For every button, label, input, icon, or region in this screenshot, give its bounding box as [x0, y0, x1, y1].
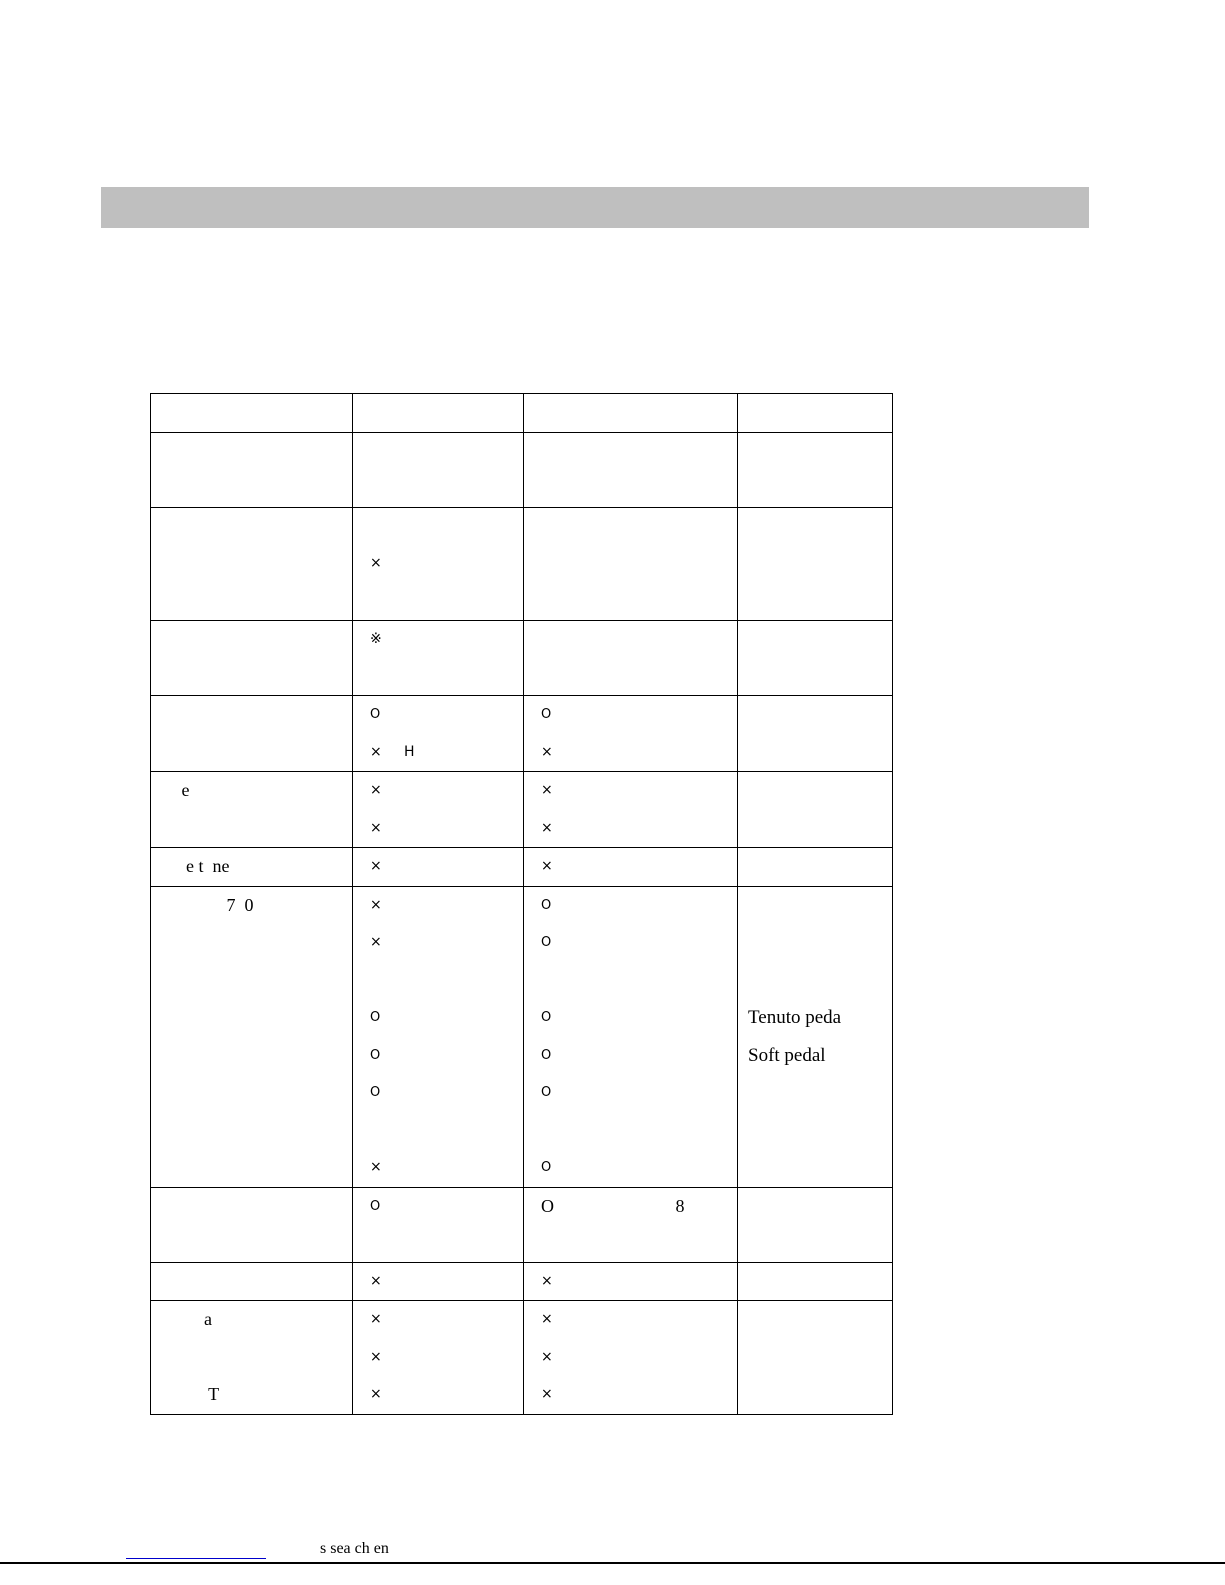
table-cell	[524, 848, 738, 887]
table-cell	[353, 1187, 524, 1262]
cell-line	[738, 508, 892, 546]
table-cell	[524, 507, 738, 621]
cell-line: ×	[370, 1272, 382, 1289]
cell-line: ×	[541, 1386, 553, 1402]
table-cell	[353, 1262, 524, 1301]
cell-line: O	[370, 1047, 381, 1063]
table-cell	[524, 621, 738, 696]
table-row	[151, 507, 893, 621]
cell-line	[738, 1188, 892, 1226]
cell-line	[524, 1112, 737, 1150]
table-cell	[738, 432, 893, 507]
table-cell	[738, 621, 893, 696]
table-cell	[524, 394, 738, 433]
cell-line	[151, 1339, 352, 1377]
cell-line	[353, 1112, 523, 1150]
cell-line	[738, 621, 892, 659]
table-cell	[151, 432, 353, 507]
cell-line: ×	[370, 819, 382, 836]
cell-line: O	[541, 897, 552, 913]
cell-line	[738, 887, 892, 925]
cell-line: ×	[541, 1311, 553, 1327]
cell-line	[738, 394, 892, 432]
cell-line: ×	[370, 1348, 382, 1365]
cell-line	[524, 621, 737, 659]
cell-line	[151, 394, 352, 432]
cell-line: O	[370, 1085, 381, 1100]
cell-line	[353, 583, 523, 621]
cell-line	[524, 962, 737, 1000]
cell-line: O	[541, 1085, 552, 1100]
cell-line: ×	[541, 782, 553, 798]
cell-line: ×	[541, 858, 553, 874]
cell-line: ×	[541, 1348, 553, 1365]
cell-line	[151, 508, 352, 546]
table-cell	[524, 432, 738, 507]
cell-line: O	[370, 1198, 381, 1214]
cell-line: a	[168, 1309, 212, 1329]
table-cell	[524, 1301, 738, 1415]
implementation-chart-body	[151, 394, 893, 1415]
cell-line: ×	[370, 858, 382, 874]
cell-line: ※	[370, 631, 382, 647]
cell-line	[353, 508, 523, 546]
cell-line: 7 0	[168, 894, 254, 915]
table-cell	[151, 772, 353, 848]
cell-line: O	[370, 707, 381, 722]
table-cell	[738, 507, 893, 621]
table-cell	[353, 696, 524, 772]
implementation-chart	[150, 393, 893, 1415]
cell-line: O	[370, 1010, 381, 1025]
section-header-band	[101, 187, 1089, 228]
table-cell	[524, 1262, 738, 1301]
cell-line	[738, 696, 892, 734]
table-row	[151, 432, 893, 507]
table-cell	[353, 772, 524, 848]
table-cell	[151, 507, 353, 621]
cell-line: O	[541, 1010, 552, 1025]
cell-line: ×	[370, 896, 382, 913]
cell-line: ×	[370, 934, 382, 950]
table-row	[151, 886, 893, 1187]
cell-line	[353, 394, 523, 432]
table-cell	[151, 1301, 353, 1415]
cell-line: O	[541, 707, 552, 722]
table-cell	[738, 848, 893, 887]
table-cell	[738, 394, 893, 433]
table-cell	[524, 696, 738, 772]
footer-link[interactable]	[126, 1538, 266, 1559]
cell-line	[151, 696, 352, 734]
table-row	[151, 772, 893, 848]
cell-line	[524, 508, 737, 546]
cell-line	[353, 962, 523, 1000]
cell-line: Tenuto peda	[748, 1007, 842, 1028]
cell-line	[738, 962, 892, 1000]
cell-line: e	[168, 780, 190, 800]
table-cell	[738, 886, 893, 1187]
table-row	[151, 1187, 893, 1262]
cell-line: ×	[370, 1159, 382, 1175]
cell-line	[738, 433, 892, 471]
table-cell	[738, 1262, 893, 1301]
table-cell	[738, 696, 893, 772]
table-cell	[524, 1187, 738, 1262]
footer-text: s sea ch en	[320, 1540, 389, 1557]
cell-line: × H	[370, 743, 415, 760]
cell-line: ×	[541, 1272, 553, 1289]
table-row	[151, 1301, 893, 1415]
table-cell	[151, 886, 353, 1187]
cell-line	[353, 433, 523, 471]
table-cell	[151, 1262, 353, 1301]
cell-line	[151, 621, 352, 659]
table-row	[151, 696, 893, 772]
cell-line: T	[168, 1384, 220, 1404]
table-cell	[353, 507, 524, 621]
table-cell	[151, 848, 353, 887]
table-row	[151, 621, 893, 696]
cell-line	[151, 1263, 352, 1301]
cell-line: ×	[370, 1386, 382, 1402]
cell-line	[524, 433, 737, 471]
table-cell	[353, 848, 524, 887]
cell-line	[738, 924, 892, 962]
cell-line: ×	[541, 743, 553, 760]
table-cell	[151, 1187, 353, 1262]
table-row	[151, 848, 893, 887]
cell-line	[738, 848, 892, 886]
table-cell	[151, 696, 353, 772]
cell-line: ×	[370, 782, 382, 798]
cell-line	[524, 394, 737, 432]
cell-line	[738, 1301, 892, 1339]
cell-line: O	[541, 935, 552, 950]
cell-line	[151, 1188, 352, 1226]
footer-rule	[0, 1562, 1225, 1564]
table-cell	[524, 886, 738, 1187]
table-cell	[738, 1187, 893, 1262]
cell-line: O	[541, 1047, 552, 1063]
table-cell	[353, 1301, 524, 1415]
table-row	[151, 1262, 893, 1301]
table-cell	[353, 621, 524, 696]
cell-line: O	[541, 1160, 552, 1175]
table-cell	[353, 394, 524, 433]
cell-line: Soft pedal	[748, 1044, 826, 1066]
table-cell	[738, 1301, 893, 1415]
table-cell	[353, 432, 524, 507]
table-row	[151, 394, 893, 433]
cell-line	[738, 1263, 892, 1301]
table-cell	[524, 772, 738, 848]
table-cell	[151, 394, 353, 433]
cell-line: O 8	[541, 1195, 685, 1216]
cell-line: ×	[370, 555, 382, 571]
table-cell	[151, 621, 353, 696]
cell-line: ×	[370, 1311, 382, 1327]
cell-line	[738, 772, 892, 810]
cell-line	[151, 433, 352, 471]
table-cell	[738, 772, 893, 848]
table-cell	[353, 886, 524, 1187]
cell-line: e t ne	[168, 856, 230, 876]
cell-line: ×	[541, 819, 553, 836]
